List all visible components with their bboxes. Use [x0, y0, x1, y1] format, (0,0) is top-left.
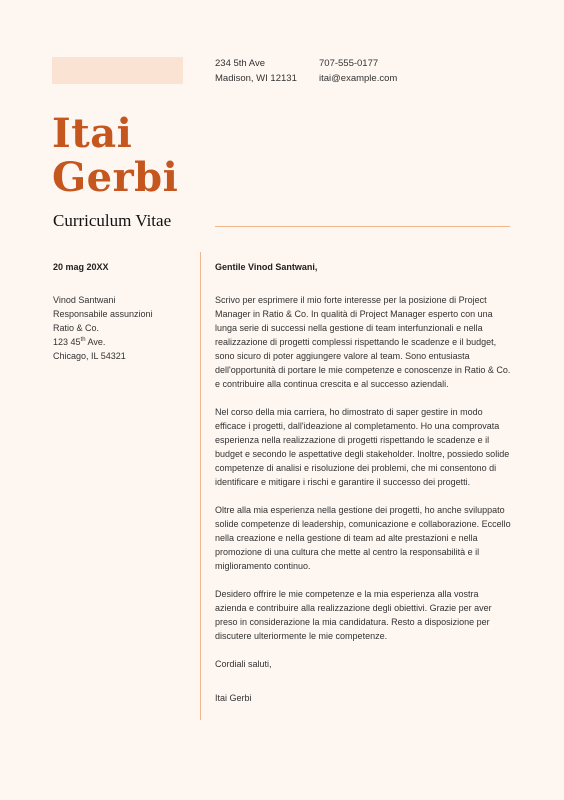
letter-greeting: Gentile Vinod Santwani, [215, 262, 318, 272]
letter-closing: Cordiali saluti, [215, 659, 272, 669]
contact-address [215, 56, 297, 86]
letter-body [215, 260, 511, 705]
letter-date: 20 mag 20XX [53, 262, 109, 272]
letter-signature: Itai Gerbi [215, 693, 252, 703]
street-name: Ave. [85, 337, 106, 347]
header-divider [215, 226, 510, 227]
recipient-name: Vinod Santwani [53, 295, 116, 305]
applicant-name [52, 112, 178, 200]
document-subtitle: Curriculum Vitae [53, 211, 172, 230]
recipient-title: Responsabile assunzioni [53, 309, 153, 319]
recipient-address [53, 293, 193, 363]
first-name: Itai [52, 110, 133, 157]
address-line-1: 234 5th Ave [215, 58, 266, 69]
recipient-street [53, 335, 193, 349]
recipient-city: Chicago, IL 54321 [53, 351, 126, 361]
accent-block [52, 57, 183, 84]
street-suffix: th [80, 337, 86, 343]
letter-paragraph-3: Oltre alla mia esperienza nella gestione dei progetti, ho anche sviluppato solide competenze di leadership, comunicazione e collaborazione. Eccello nella creazione e nella gestione di team ad alte prestazioni e nella promozione di una cultura che mette al centro la responsabilità e il miglioramento continuo. [215, 505, 511, 571]
address-line-2: Madison, WI 12131 [215, 73, 297, 84]
phone-number: 707-555-0177 [319, 58, 379, 69]
last-name: Gerbi [52, 154, 179, 201]
sidebar [53, 260, 193, 363]
contact-details [319, 56, 397, 86]
email-address: itai@example.com [319, 73, 398, 84]
letter-paragraph-2: Nel corso della mia carriera, ho dimostrato di saper gestire in modo efficace i progetti, dall'ideazione al completamento. Ho una comprovata esperienza nella realizzazione di progetti rispettando le scadenze e il budget e secondo le aspettative degli stakeholder. Inoltre, possiedo solide competenze di analisi e risoluzione dei problemi, che mi consentono di identificare e mitigare i rischi e garantire il successo dei progetti. [215, 407, 510, 487]
column-divider [200, 252, 201, 720]
recipient-company: Ratio & Co. [53, 323, 100, 333]
letter-paragraph-1: Scrivo per esprimere il mio forte interesse per la posizione di Project Manager in Ratio & Co. In qualità di Project Manager esperto con una lunga serie di successi nella gestione di team interfunzionali e nella realizzazione di progetti complessi rispettando le scadenze e il budget, sono sicuro di poter aggiungere valore al team. Sono entusiasta dell'opportunità di portare le mie competenze e conoscenze in Ratio & Co. e contribuire alla continua crescita e al successo aziendali. [215, 295, 511, 389]
letter-paragraph-4: Desidero offrire le mie competenze e la mia esperienza alla vostra azienda e contribuire alla realizzazione degli obiettivi. Grazie per aver preso in considerazione la mia candidatura. Resto a disposizione per discutere ulteriormente le mie competenze. [215, 589, 492, 641]
street-number: 123 45 [53, 337, 81, 347]
